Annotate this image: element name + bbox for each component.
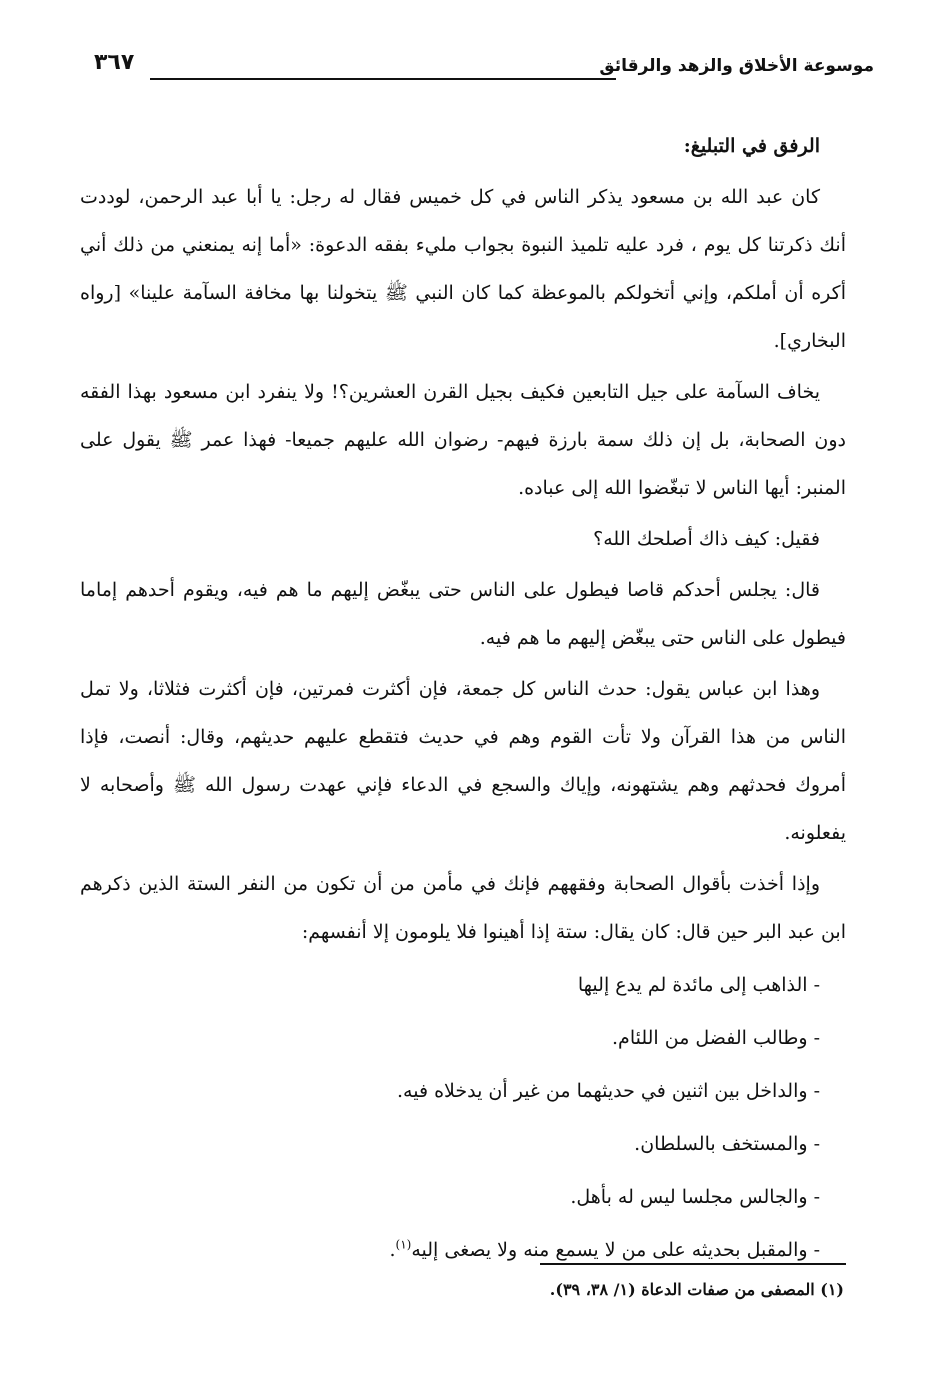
list-item-text: - والمقبل بحديثه على من لا يسمع منه ولا يصغى إليه	[411, 1239, 820, 1261]
list-item: - وطالب الفضل من اللئام.	[612, 1027, 820, 1049]
list-of-six	[80, 959, 846, 1277]
paragraph: يخاف السآمة على جيل التابعين فكيف بجيل القرن العشرين؟! ولا ينفرد ابن مسعود بهذا الفقه دون الصحابة، بل إن ذلك سمة بارزة فيهم- رضوان الله عليهم جميعا- فهذا عمر ﷺ يقول على المنبر: أيها الناس لا تبغّضوا الله إلى عباده.	[80, 381, 846, 499]
page-header	[84, 50, 874, 90]
list-item: - والجالس مجلسا ليس له بأهل.	[570, 1186, 820, 1208]
section-title: الرفق في التبليغ:	[683, 135, 820, 157]
paragraph: وإذا أخذت بأقوال الصحابة وفقههم فإنك في مأمن من أن تكون من النفر الستة الذين ذكرهم ابن عبد البر حين قال: كان يقال: ستة إذا أهينوا فلا يلومون إلا أنفسهم:	[80, 873, 846, 943]
paragraph: وهذا ابن عباس يقول: حدث الناس كل جمعة، فإن أكثرت فمرتين، فإن أكثرت فثلاثا، ولا تمل الناس من هذا القرآن ولا تأت القوم وهم في حديث فتقطع عليهم حديثهم، وقال: أنصت، فإذا أمروك فحدثهم وهم يشتهونه، وإياك والسجع في الدعاء فإني عهدت رسول الله ﷺ وأصحابه لا يفعلونه.	[80, 678, 846, 844]
list-item: - الذاهب إلى مائدة لم يدع إليها	[577, 974, 820, 996]
paragraph: فقيل: كيف ذاك أصلحك الله؟	[593, 528, 820, 550]
paragraph: كان عبد الله بن مسعود يذكر الناس في كل خميس فقال له رجل: يا أبا عبد الرحمن، لوددت أنك ذكرتنا كل يوم ، فرد عليه تلميذ النبوة بجواب مليء بفقه الدعوة: «أما إنه يمنعني من ذلك أني أكره أن أملكم، وإني أتخولكم بالموعظة كما كان النبي ﷺ يتخولنا بها مخافة السآمة علينا» [رواه البخاري].	[80, 186, 846, 352]
list-item-period: .	[389, 1239, 396, 1261]
list-item: - والداخل بين اثنين في حديثهما من غير أن يدخلاه فيه.	[397, 1080, 820, 1102]
page-number: ٣٦٧	[94, 50, 135, 75]
paragraph: قال: يجلس أحدكم قاصا فيطول على الناس حتى يبغّض إليهم ما هم فيه، ويقوم أحدهم إماما فيطول على الناس حتى يبغّض إليهم ما هم فيه.	[80, 579, 846, 649]
header-rule	[150, 78, 616, 80]
footnote: (١) المصفى من صفات الدعاة (١/ ٣٨، ٣٩).	[549, 1280, 844, 1299]
list-item-last	[80, 1224, 820, 1277]
footnote-rule	[540, 1263, 846, 1265]
running-title: موسوعة الأخلاق والزهد والرقائق	[599, 56, 874, 76]
page-body	[80, 122, 846, 1277]
footnote-marker: (١)	[395, 1237, 412, 1252]
list-item: - والمستخف بالسلطان.	[634, 1133, 820, 1155]
